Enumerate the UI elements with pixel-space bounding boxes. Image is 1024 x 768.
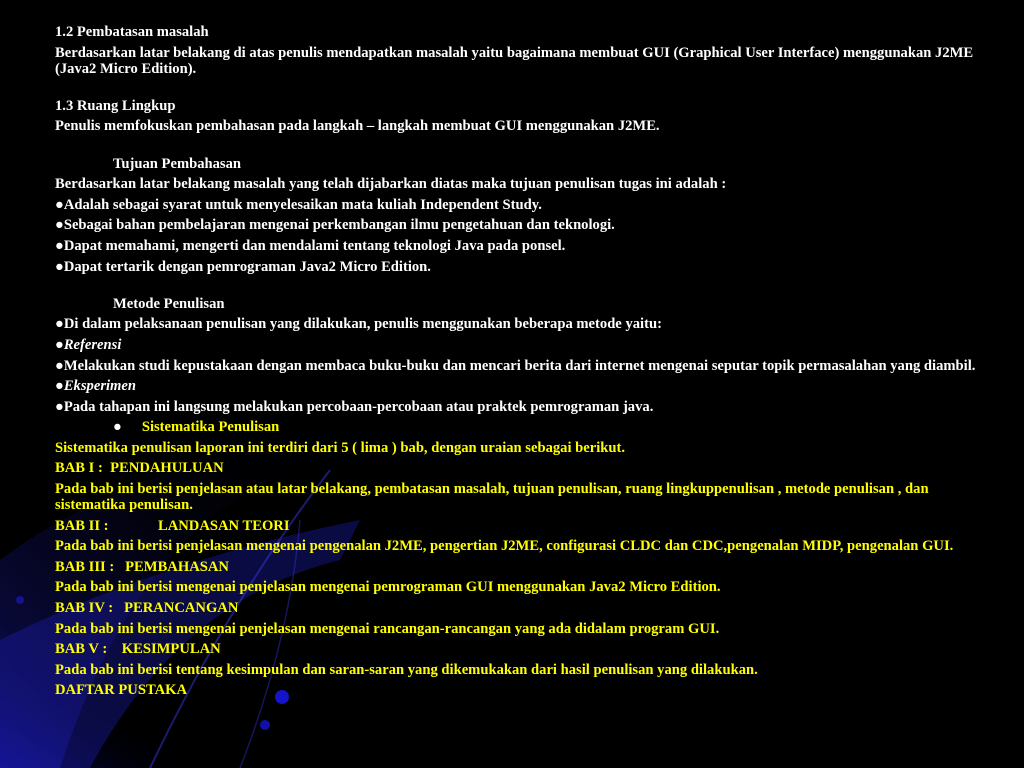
- bullet-icon: ●: [55, 217, 64, 234]
- bullet-icon: ●: [55, 398, 64, 415]
- chapter-label-2-row: [55, 518, 995, 534]
- section-body-1-3: Penulis memfokuskan pembahasan pada langkah – langkah membuat GUI menggunakan J2ME.: [55, 118, 660, 135]
- slide-content: [55, 24, 995, 703]
- chapter-desc-1: Pada bab ini berisi penjelasan atau latar belakang, pembatasan masalah, tujuan penulisan, ruang lingkuppenulisan , metode penulisan , dan sistematika penulisan.: [55, 481, 929, 514]
- tujuan-intro: Berdasarkan latar belakang masalah yang telah dijabarkan diatas maka tujuan penulisan tugas ini adalah :: [55, 176, 727, 193]
- blue-dot-small: [260, 720, 270, 730]
- chapter-desc-4: Pada bab ini berisi mengenai penjelasan mengenai rancangan-rancangan yang ada didalam program GUI.: [55, 620, 720, 637]
- bullet-icon: ●: [55, 196, 64, 213]
- bullet-icon: ●: [55, 258, 64, 275]
- list-item: [55, 337, 995, 353]
- sistematika-intro: Sistematika penulisan laporan ini terdiri dari 5 ( lima ) bab, dengan uraian sebagai berikut.: [55, 439, 626, 456]
- chapter-label-5: BAB V : KESIMPULAN: [55, 641, 221, 658]
- bullet-icon: ●: [55, 316, 64, 333]
- bullet-icon: ●: [55, 336, 64, 353]
- tujuan-heading: Tujuan Pembahasan: [113, 155, 242, 172]
- chapter-label-4: BAB IV : PERANCANGAN: [55, 600, 239, 617]
- list-item: ●Di dalam pelaksanaan penulisan yang dilakukan, penulis menggunakan beberapa metode yaitu:: [55, 316, 662, 333]
- section-heading-1-2: 1.2 Pembatasan masalah: [55, 24, 209, 40]
- bullet-icon: ●: [113, 419, 122, 436]
- chapter-desc-3: Pada bab ini berisi mengenai penjelasan mengenai pemrograman GUI menggunakan Java2 Micro Edition.: [55, 579, 721, 596]
- bullet-icon: ●: [55, 378, 64, 395]
- metode-heading: Metode Penulisan: [113, 295, 225, 312]
- sistematika-heading: Sistematika Penulisan: [141, 419, 280, 436]
- chapter-label-1: BAB I : PENDAHULUAN: [55, 460, 224, 477]
- eksperimen-label: Eksperimen: [63, 378, 136, 395]
- list-item: ●Dapat memahami, mengerti dan mendalami tentang teknologi Java pada ponsel.: [55, 237, 566, 254]
- list-item: ●Adalah sebagai syarat untuk menyelesaikan mata kuliah Independent Study.: [55, 196, 542, 213]
- sistematika-heading-row: [55, 419, 995, 435]
- chapter-desc-5: Pada bab ini berisi tentang kesimpulan dan saran-saran yang dikemukakan dari hasil penulisan yang dilakukan.: [55, 661, 758, 678]
- section-heading-1-3: 1.3 Ruang Lingkup: [55, 97, 176, 114]
- chapter-label-2: BAB II :: [55, 517, 109, 534]
- bullet-icon: ●: [55, 237, 64, 254]
- daftar-pustaka: DAFTAR PUSTAKA: [55, 682, 188, 699]
- chapter-desc-2: Pada bab ini berisi penjelasan mengenai pengenalan J2ME, pengertian J2ME, configurasi CLDC dan CDC,pengenalan MIDP, pengenalan GUI.: [55, 538, 954, 555]
- referensi-label: Referensi: [63, 336, 122, 353]
- section-body-1-2: Berdasarkan latar belakang di atas penulis mendapatkan masalah yaitu bagaimana membuat GUI (Graphical User Interface) menggunakan J2ME (Java2 Micro Edition).: [55, 44, 974, 77]
- list-item: ●Melakukan studi kepustakaan dengan membaca buku-buku dan mencari berita dari internet mengenai seputar topik permasalahan yang diambil.: [55, 357, 976, 374]
- list-item: ●Dapat tertarik dengan pemrograman Java2 Micro Edition.: [55, 258, 431, 275]
- list-item: ●Sebagai bahan pembelajaran mengenai perkembangan ilmu pengetahuan dan teknologi.: [55, 217, 615, 234]
- chapter-title-2: LANDASAN TEORI: [158, 517, 290, 534]
- list-item: ●Pada tahapan ini langsung melakukan percobaan-percobaan atau praktek pemrograman java.: [55, 398, 654, 415]
- chapter-label-3: BAB III : PEMBAHASAN: [55, 558, 229, 575]
- bullet-icon: ●: [55, 357, 64, 374]
- list-item: [55, 378, 995, 394]
